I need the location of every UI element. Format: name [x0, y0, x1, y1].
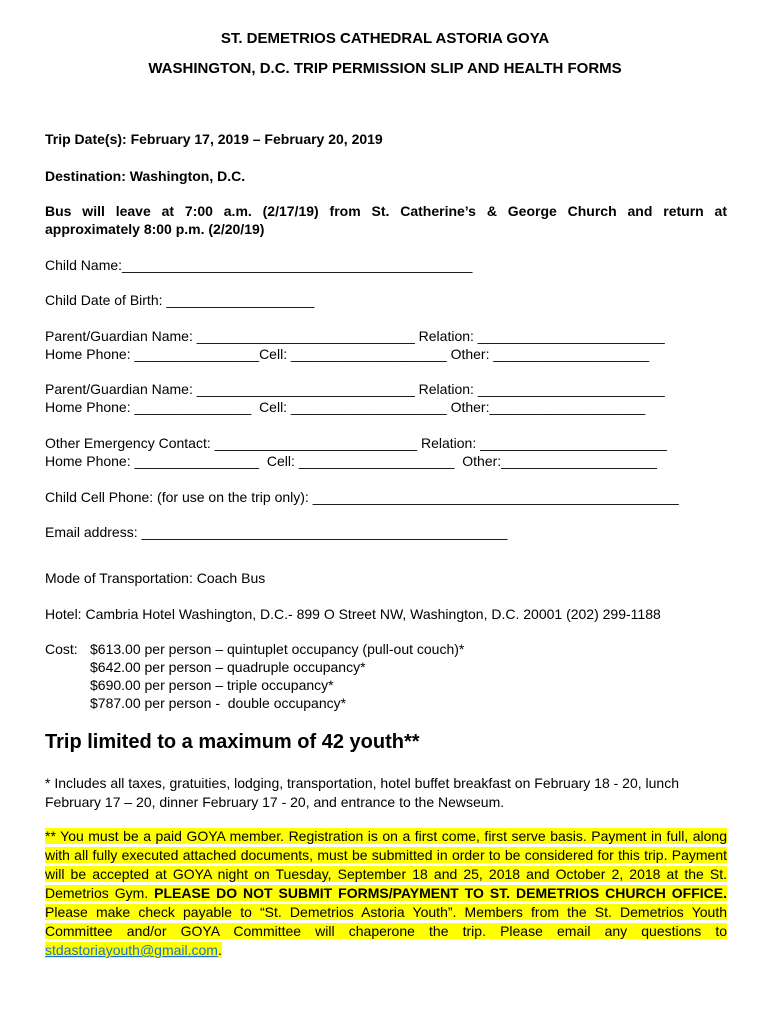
- trip-dates: Trip Date(s): February 17, 2019 – February 20, 2019: [45, 131, 383, 147]
- transport-info: Mode of Transportation: Coach Bus: [45, 570, 266, 586]
- trip-limit-heading: Trip limited to a maximum of 42 youth**: [45, 731, 420, 753]
- emergency-phone-field[interactable]: Home Phone: ________________ Cell: ____________________ Other:____________________: [45, 453, 657, 469]
- bus-info-line1: Bus will leave at 7:00 a.m. (2/17/19) from St. Catherine’s & George Church and return at: [45, 203, 727, 219]
- contact-email-link[interactable]: stdastoriayouth@gmail.com: [45, 942, 218, 958]
- cost-line: $613.00 per person – quintuplet occupancy (pull-out couch)*: [90, 641, 465, 657]
- emergency-contact-field[interactable]: Other Emergency Contact: __________________________ Relation: ________________________: [45, 435, 667, 451]
- page-subtitle: WASHINGTON, D.C. TRIP PERMISSION SLIP AND HEALTH FORMS: [148, 60, 622, 77]
- inclusions-footnote: * Includes all taxes, gratuities, lodging, transportation, hotel buffet breakfast on February 18 - 20, lunch February 17 – 20, dinner February 17 - 20, and entrance to the Newseum.: [45, 775, 680, 810]
- cost-label: Cost:: [45, 641, 78, 657]
- cost-line: $642.00 per person – quadruple occupancy*: [90, 659, 366, 675]
- hotel-info: Hotel: Cambria Hotel Washington, D.C.- 899 O Street NW, Washington, D.C. 20001 (202) 299-1188: [45, 606, 661, 622]
- footnote-end: .: [217, 942, 222, 958]
- guardian2-phone-field[interactable]: Home Phone: _______________ Cell: ____________________ Other:____________________: [45, 399, 646, 415]
- guardian2-name-field[interactable]: Parent/Guardian Name: ____________________________ Relation: ________________________: [45, 381, 665, 397]
- cost-line: $787.00 per person - double occupancy*: [90, 695, 347, 711]
- footnote-text: Please make check payable to “St. Demetrios Astoria Youth”. Members from the St. Demetrios Youth Committee and/or GOYA Committee will chaperone the trip. Please email any questions to: [45, 904, 727, 939]
- cost-line: $690.00 per person – triple occupancy*: [90, 677, 334, 693]
- trip-destination: Destination: Washington, D.C.: [45, 168, 246, 184]
- child-name-field[interactable]: Child Name:_____________________________________________: [45, 257, 473, 273]
- membership-footnote: [45, 827, 727, 960]
- no-office-submission-notice: PLEASE DO NOT SUBMIT FORMS/PAYMENT TO ST. DEMETRIOS CHURCH OFFICE.: [154, 885, 728, 901]
- bus-info-line2: approximately 8:00 p.m. (2/20/19): [45, 221, 265, 237]
- email-field[interactable]: Email address: _______________________________________________: [45, 524, 508, 540]
- guardian1-phone-field[interactable]: Home Phone: ________________Cell: ____________________ Other: ____________________: [45, 346, 650, 362]
- page-title: ST. DEMETRIOS CATHEDRAL ASTORIA GOYA: [220, 30, 550, 47]
- guardian1-name-field[interactable]: Parent/Guardian Name: ____________________________ Relation: ________________________: [45, 328, 665, 344]
- footnote-text: ** You must be a paid GOYA member. Registration is on a first come, first serve basis. Payment in full, along with all fully executed attached documents, must be submitted in order to be considered for this trip. Payment will be accepted at GOYA night on Tuesday, September 18 and 25, 2018 and October 2, 2018 at the St. Demetrios Gym.: [45, 828, 727, 901]
- child-cell-field[interactable]: Child Cell Phone: (for use on the trip only): _______________________________________________: [45, 489, 679, 505]
- child-dob-field[interactable]: Child Date of Birth: ___________________: [45, 292, 315, 308]
